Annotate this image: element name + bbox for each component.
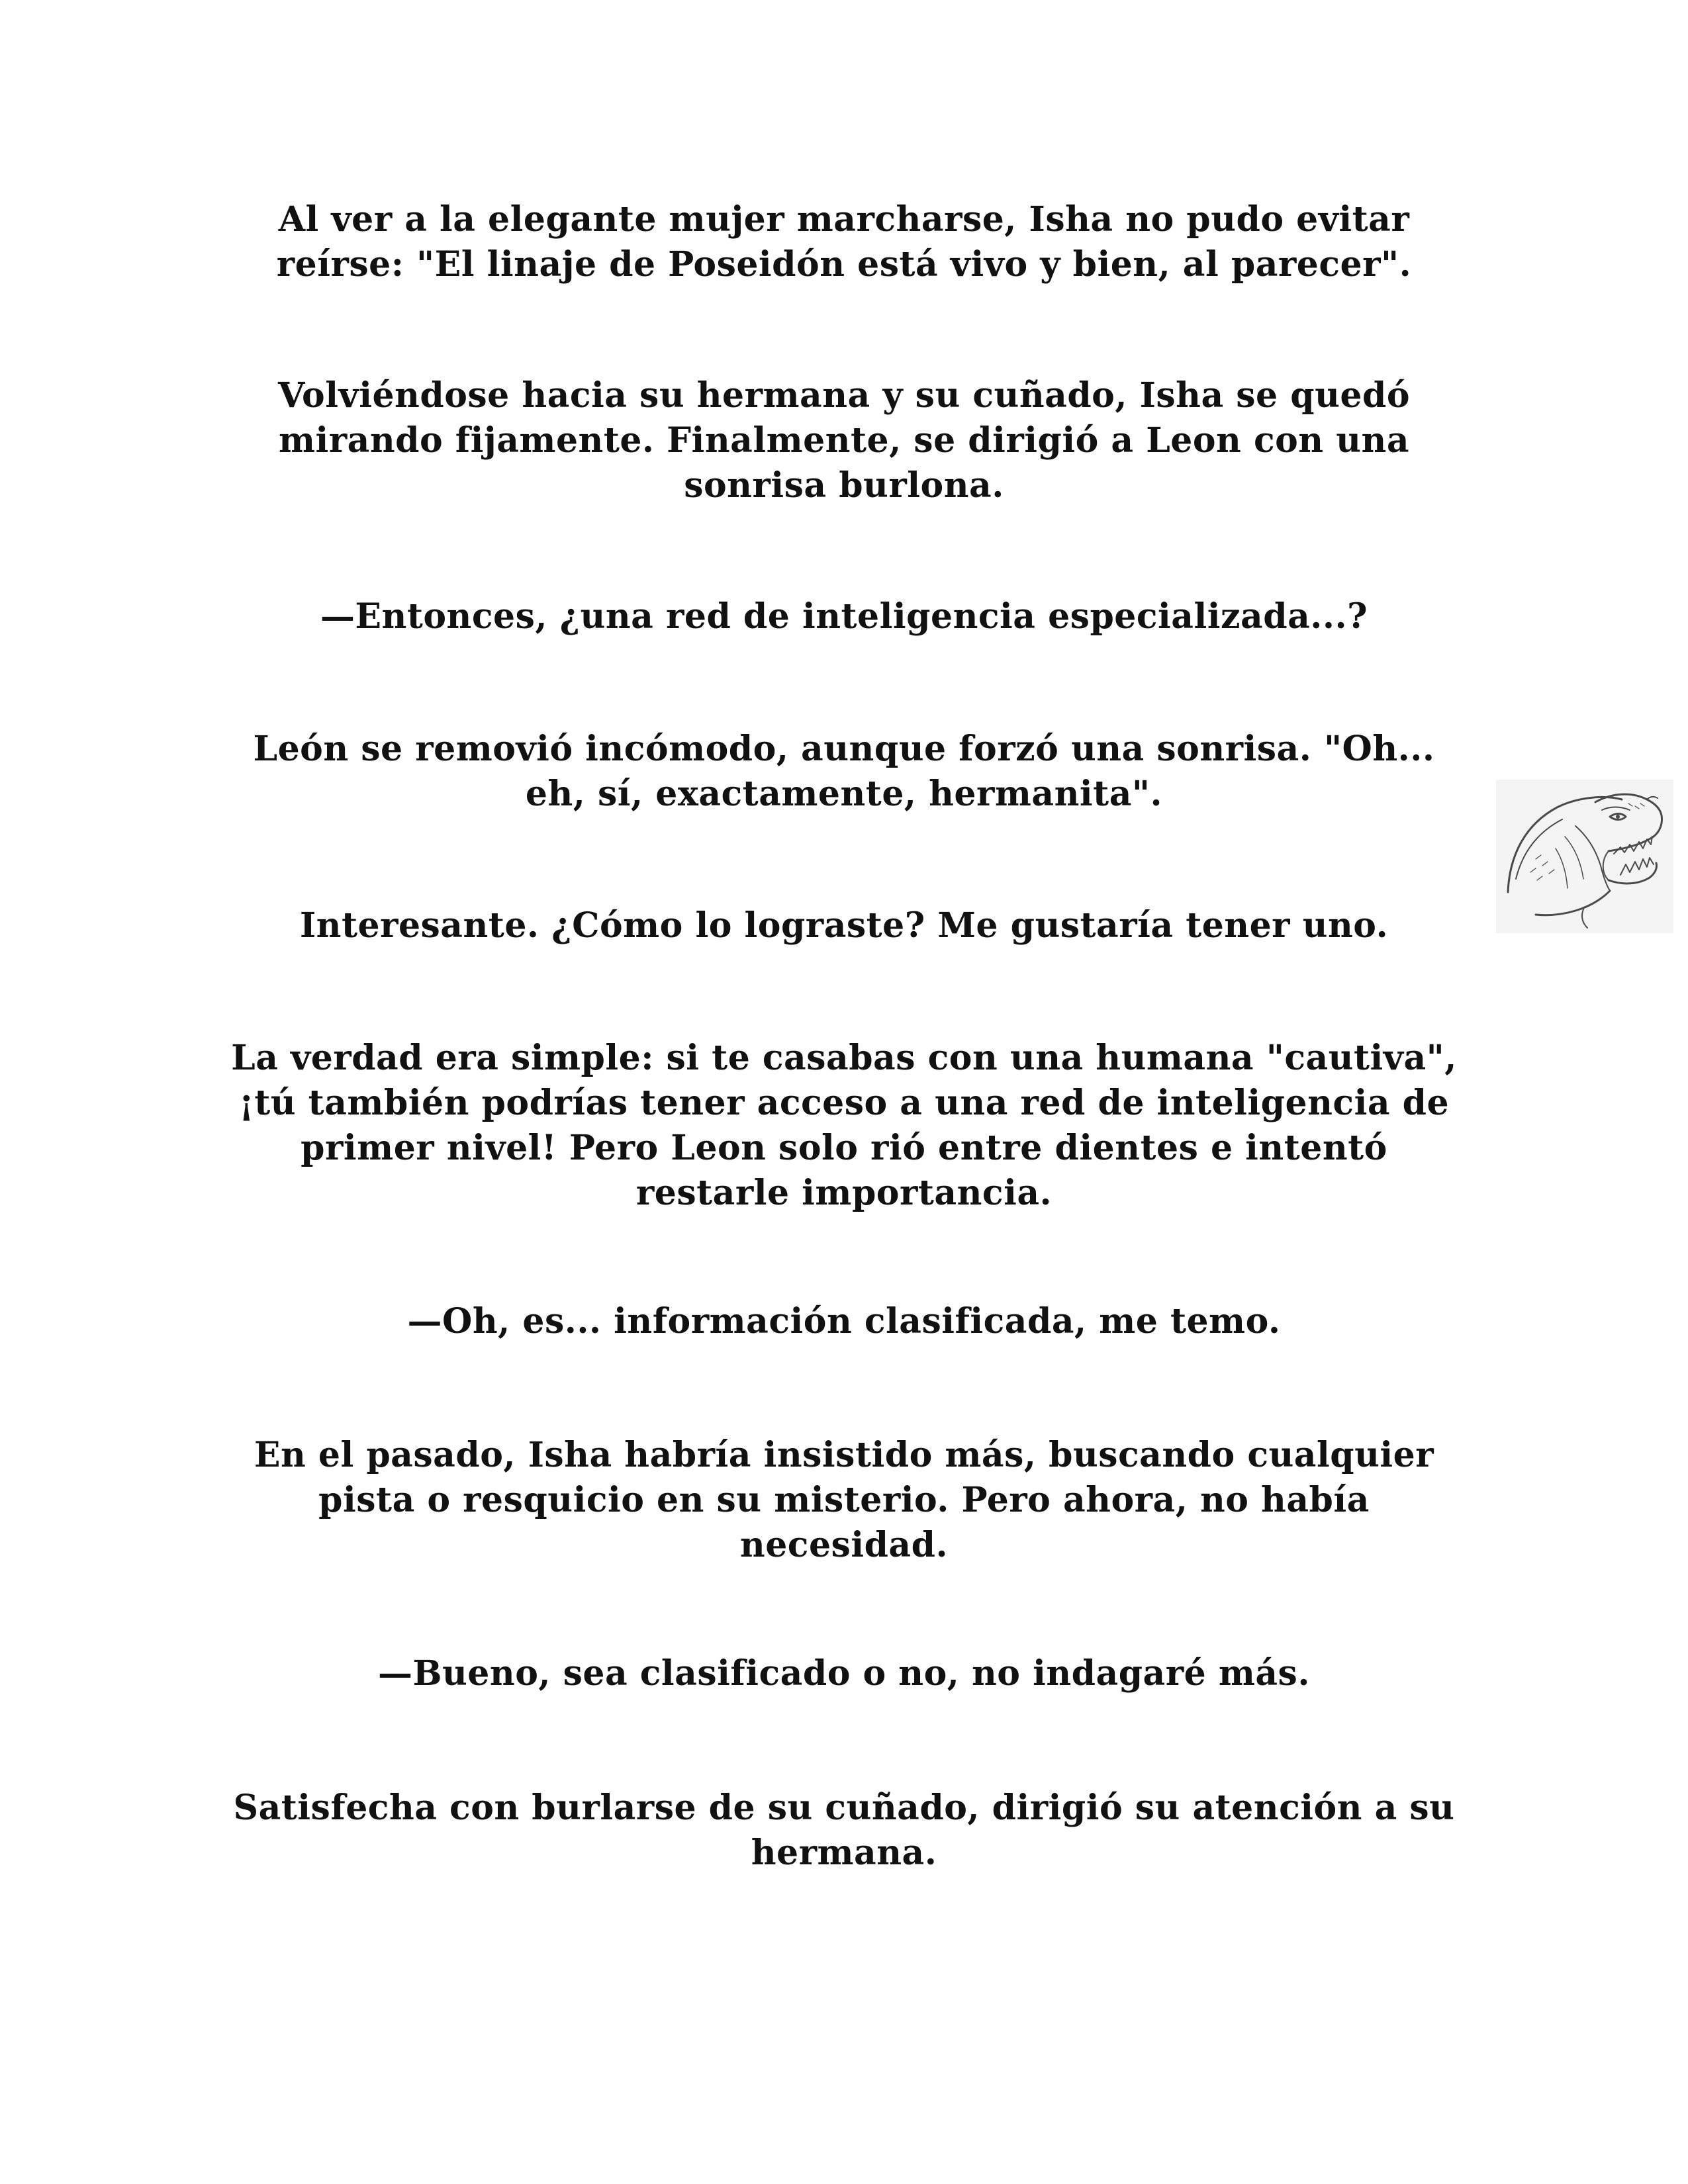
paragraph-line: —Bueno, sea clasificado o no, no indagaré más.: [378, 1653, 1310, 1694]
paragraph-4: [199, 727, 1489, 817]
paragraph-8: [199, 1433, 1489, 1568]
paragraph-line: reírse: "El linaje de Poseidón está vivo y bien, al parecer".: [276, 244, 1412, 285]
paragraph-line: mirando fijamente. Finalmente, se dirigió a Leon con una: [278, 420, 1410, 461]
paragraph-line: Interesante. ¿Cómo lo lograste? Me gustaría tener uno.: [299, 905, 1389, 946]
paragraph-7: [199, 1299, 1489, 1344]
paragraph-line: —Oh, es... información clasificada, me temo.: [407, 1301, 1281, 1342]
paragraph-9: [199, 1651, 1489, 1696]
dinosaur-head-sketch-icon: [1496, 780, 1673, 933]
paragraph-line: En el pasado, Isha habría insistido más, buscando cualquier: [254, 1435, 1434, 1475]
paragraph-line: necesidad.: [739, 1525, 949, 1565]
paragraph-line: restarle importancia.: [635, 1173, 1053, 1213]
paragraph-line: Satisfecha con burlarse de su cuñado, dirigió su atención a su: [233, 1788, 1455, 1828]
paragraph-2: [199, 373, 1489, 508]
paragraph-line: La verdad era simple: si te casabas con una humana "cautiva",: [231, 1038, 1457, 1078]
paragraph-line: hermana.: [751, 1833, 937, 1873]
paragraph-line: eh, sí, exactamente, hermanita".: [525, 774, 1163, 814]
paragraph-3: [199, 594, 1489, 639]
paragraph-10: [199, 1786, 1489, 1876]
paragraph-line: pista o resquicio en su misterio. Pero ahora, no había: [318, 1480, 1370, 1520]
paragraph-line: León se removió incómodo, aunque forzó una sonrisa. "Oh...: [253, 729, 1435, 769]
paragraph-line: sonrisa burlona.: [684, 465, 1004, 506]
paragraph-line: Al ver a la elegante mujer marcharse, Isha no pudo evitar: [278, 199, 1410, 240]
paragraph-line: —Entonces, ¿una red de inteligencia especializada...?: [320, 596, 1368, 637]
paragraph-1: [199, 197, 1489, 287]
paragraph-6: [199, 1036, 1489, 1216]
paragraph-line: ¡tú también podrías tener acceso a una red de inteligencia de: [238, 1083, 1450, 1123]
paragraph-5: [199, 903, 1489, 948]
paragraph-line: Volviéndose hacia su hermana y su cuñado, Isha se quedó: [277, 375, 1411, 416]
paragraph-line: primer nivel! Pero Leon solo rió entre dientes e intentó: [301, 1128, 1387, 1168]
